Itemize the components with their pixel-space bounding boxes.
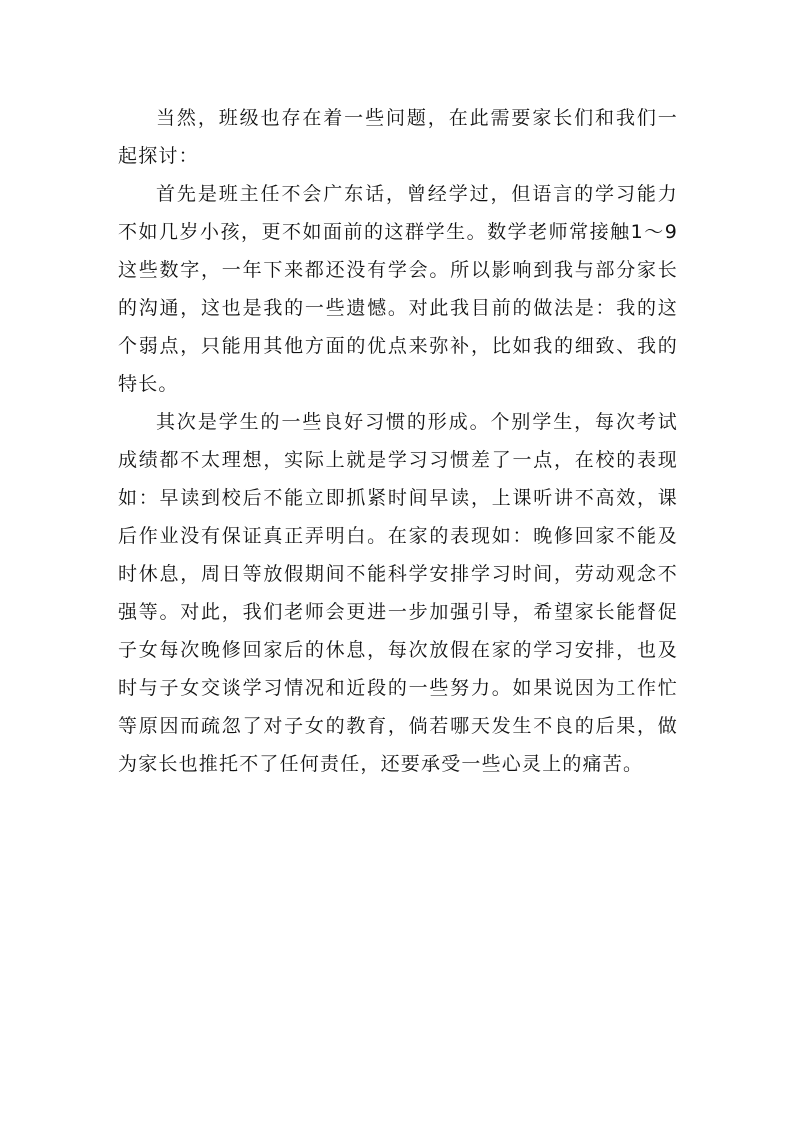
paragraph-intro: 当然，班级也存在着一些问题，在此需要家长们和我们一起探讨： [118, 107, 678, 167]
paragraph-second-issue: 其次是学生的一些良好习惯的形成。个别学生，每次考试成绩都不太理想，实际上就是学习习惯差了一点，在校的表现如：早读到校后不能立即抓紧时间早读，上课听讲不高效，课后作业没有保证真正弄明白。在家的表现如：晚修回家不能及时休息，周日等放假期间不能科学安排学习时间，劳动观念不强等。对此，我们老师会更进一步加强引导，希望家长能督促子女每次晚修回家后的休息，每次放假在家的学习安排，也及时与子女交谈学习情况和近段的一些努力。如果说因为工作忙等原因而疏忽了对子女的教育，倘若哪天发生不良的后果，做为家长也推托不了任何责任，还要承受一些心灵上的痛苦。 [118, 411, 678, 775]
paragraph-first-issue: 首先是班主任不会广东话，曾经学过，但语言的学习能力不如几岁小孩，更不如面前的这群学生。数学老师常接触1～9这些数字，一年下来都还没有学会。所以影响到我与部分家长的沟通，这也是我的一些遗憾。对此我目前的做法是：我的这个弱点，只能用其他方面的优点来弥补，比如我的细致、我的特长。 [118, 183, 678, 395]
document-body [118, 99, 678, 783]
